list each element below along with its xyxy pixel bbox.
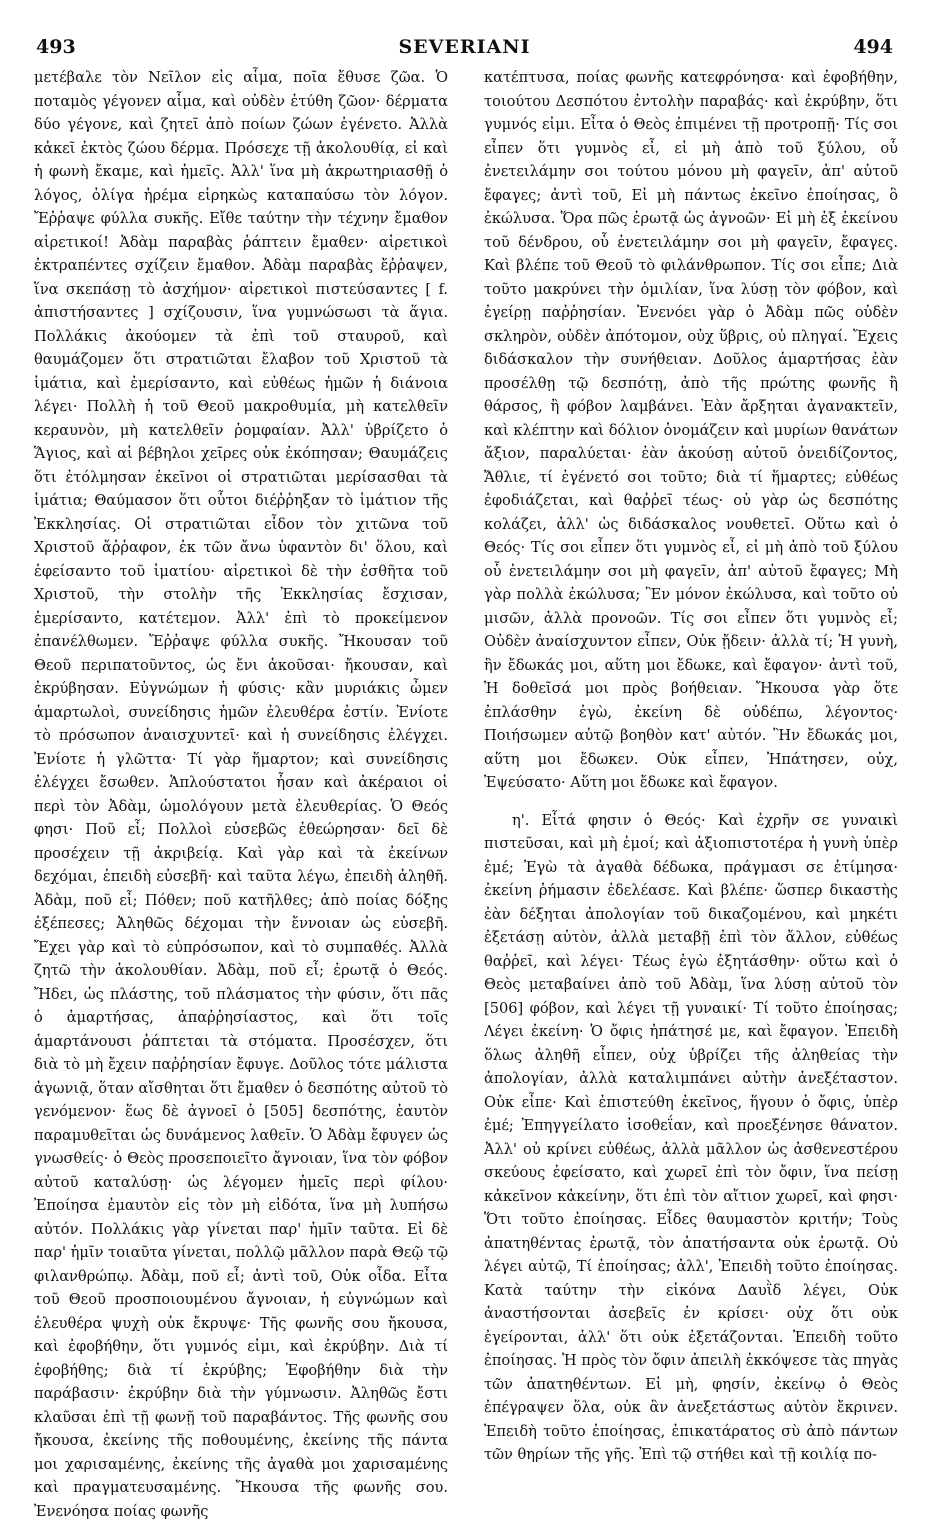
right-column [484, 66, 898, 1526]
right-column-paragraph-2: η'. Εἶτά φησιν ὁ Θεός· Καὶ ἐχρῆν σε γυναικὶ πιστεῦσαι, καὶ μὴ ἐμοί; καὶ ἀξιοπιστοτέρα ἡ γυνὴ ὑπὲρ ἐμέ; Ἐγὼ τὰ ἀγαθὰ δέδωκα, πράγμασι σε ἐτίμησα· ἐκείνη ῥήμασιν ἐδελέασε. Καὶ βλέπε· ὥσπερ δικαστὴς ἐὰν δέξηται ἀπολογίαν τοῦ δικαζομένου, καὶ μηκέτι ἐξετάσῃ αὐτὸν, ἀλλὰ μεταβῇ ἐπὶ τὸν ἄλλον, εὐθέως θαῤῥεῖ, καὶ λέγει· Τέως ἐγὼ ἐξητάσθην· οὕτω καὶ ὁ Θεὸς μεταβαίνει ἀπὸ τοῦ Ἀδὰμ, ἵνα λύσῃ αὐτοῦ τὸν [506] φόβον, καὶ λέγει τῇ γυναικί· Τί τοῦτο ἐποίησας; Λέγει ἐκείνη· Ὁ ὄφις ἠπάτησέ με, καὶ ἔφαγον. Ἐπειδὴ ὅλως ἀληθῆ εἶπεν, οὐχ ὑβρίζει τῆς ἀληθείας τὴν ἀπολογίαν, ἀλλὰ καταλιμπάνει αὐτὴν ἀνεξέταστον. Οὐκ εἶπε· Καὶ ἐπιστεύθη ἐκεῖνος, ἥγουν ὁ ὄφις, ὑπὲρ ἐμέ; Ἐπηγγείλατο ἰσοθεΐαν, καὶ προεξένησε θάνατον. Ἀλλ' οὐ κρίνει εὐθέως, ἀλλὰ μᾶλλον ὡς ἀσθενεστέρου σκεύους ἐφείσατο, καὶ χωρεῖ ἐπὶ τὸν ὄφιν, ἵνα πείσῃ κἀκεῖνον κἀκείνην, ὅτι ἐπὶ τὸν αἴτιον χωρεῖ, καὶ φησι· Ὅτι τοῦτο ἐποίησας. Εἶδες θαυμαστὸν κριτήν; Τοὺς ἀπατηθέντας ἐρωτᾷ, τὸν ἀπατήσαντα οὐκ ἐρωτᾷ. Οὐ λέγει αὐτῷ, Τί ἐποίησας; ἀλλ', Ἐπειδὴ τοῦτο ἐποίησας. Κατὰ ταύτην τὴν εἰκόνα Δαυῒδ λέγει, Οὐκ ἀναστήσονται ἀσεβεῖς ἐν κρίσει· οὐχ ὅτι οὐκ ἐγείρονται, ἀλλ' ὅτι οὐκ ἐξετάζονται. Ἐπειδὴ τοῦτο ἐποίησας. Ἡ πρὸς τὸν ὄφιν ἀπειλὴ ἐκκόψεσε τὰς πηγὰς τῶν ἀπατηθέντων. Εἰ μὴ, φησίν, ἐκείνῳ ὁ Θεὸς ἐπέγραψεν ὅλα, οὐκ ἂν ἀνεξετάστως αὐτὸν ἔκρινεν. Ἐπειδὴ τοῦτο ἐποίησας, ἐπικατάρατος σὺ ἀπὸ πάντων τῶν θηρίων τῆς γῆς. Ἐπὶ τῷ στήθει καὶ τῇ κοιλίᾳ πο- [484, 811, 898, 1463]
page-number-left: 493 [36, 36, 76, 58]
page-number-right: 494 [853, 36, 893, 58]
left-column [34, 66, 448, 1526]
running-head: SEVERIANI [398, 36, 531, 58]
left-column-text: μετέβαλε τὸν Νεῖλον εἰς αἷμα, ποῖα ἔθυσε ζῶα. Ὁ ποταμὸς γέγονεν αἷμα, καὶ οὐδὲν ἐτύθη ζῶον· δέρματα δύο γέγονε, καὶ ζητεῖ ἀπὸ ποίων ζώων ἐγένετο. Ἀλλὰ κἀκεῖ ἐκτὸς ζώου δέρμα. Πρόσεχε τῇ ἀκολουθίᾳ, εἰ καὶ ἡ φωνὴ ἔκαμε, καὶ ἡμεῖς. Ἀλλ' ἵνα μὴ ἀκρωτηριασθῇ ὁ λόγος, ὀλίγα ἠρέμα εἰρηκὼς καταπαύσω τὸν λόγον. Ἔῤῥαψε φύλλα συκῆς. Εἴθε ταύτην τὴν τέχνην ἔμαθον αἱρετικοί! Ἀδὰμ παραβὰς ῥάπτειν ἔμαθεν· αἱρετικοὶ ἐκτραπέντες σχίζειν ἔμαθον. Ἀδὰμ παραβὰς ἔῤῥαψεν, ἵνα σκεπάσῃ τὸ ἀσχήμον· αἱρετικοὶ πιστεύσαντες [ f. ἀπιστήσαντες ] σχίζουσιν, ἵνα γυμνώσωσι τὰ ἅγια. Πολλάκις ἀκούομεν τὰ ἐπὶ τοῦ σταυροῦ, καὶ θαυμάζομεν ὅτι στρατιῶται ἔλαβον τοῦ Χριστοῦ τὰ ἱμάτια, καὶ ἐμερίσαντο, καὶ εὐθέως ἡμῶν ἡ διάνοια λέγει· Πολλὴ ἡ τοῦ Θεοῦ μακροθυμία, μὴ κατελθεῖν κεραυνὸν, μὴ κατελθεῖν ῥομφαίαν. Ἀλλ' ὑβρίζετο ὁ Ἅγιος, καὶ αἱ βέβηλοι χεῖρες οὐκ ἐκόπησαν; Θαυμάζεις ὅτι ἐτόλμησαν ἐκεῖνοι οἱ στρατιῶται μερίσασθαι τὰ ἱμάτια; Θαύμασον ὅτι οὗτοι διέῤῥηξαν τὸ ἱμάτιον τῆς Ἐκκλησίας. Οἱ στρατιῶται εἶδον τὸν χιτῶνα τοῦ Χριστοῦ ἄῤῥαφον, ἐκ τῶν ἄνω ὑφαντὸν δι' ὅλου, καὶ ἐφείσαντο τοῦ ἱματίου· αἱρετικοὶ δὲ τὴν ἐσθῆτα τοῦ Χριστοῦ, τὴν στολὴν τῆς Ἐκκλησίας ἔσχισαν, ἐμερίσαντο, κατέτεμον. Ἀλλ' ἐπὶ τὸ προκείμενον ἐπανέλθωμεν. Ἔῤῥαψε φύλλα συκῆς. Ἤκουσαν τοῦ Θεοῦ περιπατοῦντος, ὡς ἔνι ἀκοῦσαι· ἤκουσαν, καὶ ἐκρύβησαν. Εὐγνώμων ἡ φύσις· κἂν μυριάκις ὦμεν ἁμαρτωλοὶ, συνείδησις ἡμῶν ἐλευθέρα ἐστίν. Ἐνίοτε τὸ πρόσωπον ἀναισχυντεῖ· καὶ ἡ συνείδησις ἐλέγχει. Ἐνίοτε ἡ γλῶττα· Τί γὰρ ἥμαρτον; καὶ συνείδησις ἐλέγχει ἔσωθεν. Ἁπλούστατοι ἦσαν καὶ ἀκέραιοι οἱ περὶ τὸν Ἀδὰμ, ὡμολόγουν μετὰ ἐλευθερίας. Ὁ Θεός φησι· Ποῦ εἶ; Πολλοὶ εὐσεβῶς ἐθεώρησαν· δεῖ δὲ προσέχειν τῇ ἀκριβείᾳ. Καὶ γὰρ καὶ τὰ ἐκείνων δεχόμαι, ἐπειδὴ εὐσεβῆ· καὶ ταῦτα λέγω, ἐπειδὴ ἀληθῆ. Ἀδὰμ, ποῦ εἶ; Πόθεν; ποῦ κατῆλθες; ἀπὸ ποίας δόξης ἐξέπεσες; Ἀληθῶς δέχομαι τὴν ἔννοιαν ὡς εὐσεβῆ. Ἔχει γὰρ καὶ τὸ εὐπρόσωπον, καὶ τὸ συμπαθές. Ἀλλὰ ζητῶ τὴν ἀκολουθίαν. Ἀδὰμ, ποῦ εἶ; ἐρωτᾷ ὁ Θεός. Ἤδει, ὡς πλάστης, τοῦ πλάσματος τὴν φύσιν, ὅτι πᾶς ὁ ἁμαρτήσας, ἀπαῤῥησίαστος, καὶ ὅτι τοῖς ἁμαρτάνουσι ῥάπτεται τὰ στόματα. Προσέσχεν, ὅτι διὰ τὸ μὴ ἔχειν παῤῥησίαν ἔφυγε. Δοῦλος τότε μάλιστα ἀγωνιᾷ, ὅταν αἴσθηται ὅτι ἔμαθεν ὁ δεσπότης αὐτοῦ τὸ γενόμενον· ἕως δὲ ἀγνοεῖ ὁ [505] δεσπότης, ἑαυτὸν παραμυθεῖται ὡς δυνάμενος λαθεῖν. Ὁ Ἀδὰμ ἔφυγεν ὡς γνωσθείς· ὁ Θεὸς προσεποιεῖτο ἄγνοιαν, ἵνα τὸν φόβον αὐτοῦ καταλύσῃ· ὡς λέγομεν ἡμεῖς περὶ φίλου· Ἐποίησα ἐμαυτὸν εἰς τὸν μὴ εἰδότα, ἵνα μὴ λυπήσω αὐτόν. Πολλάκις γὰρ γίνεται παρ' ἡμῖν ταῦτα. Εἰ δὲ παρ' ἡμῖν τοιαῦτα γίνεται, πολλῷ μᾶλλον παρὰ Θεῷ τῷ φιλανθρώπῳ. Ἀδὰμ, ποῦ εἶ; ἀντὶ τοῦ, Οὐκ οἶδα. Εἶτα τοῦ Θεοῦ προσποιουμένου ἄγνοιαν, ἡ εὐγνώμων καὶ ἐλευθέρα ψυχὴ οὐκ ἔκρυψε· Τῆς φωνῆς σου ἤκουσα, καὶ ἐφοβήθην, ὅτι γυμνός εἰμι, καὶ ἐκρύβην. Διὰ τί ἐφοβήθης; διὰ τί ἐκρύβης; Ἐφοβήθην διὰ τὴν παράβασιν· ἐκρύβην διὰ τὴν γύμνωσιν. Ἀληθῶς ἔστι κλαῦσαι ἐπὶ τῇ φωνῇ τοῦ παραβάντος. Τῆς φωνῆς σου ἤκουσα, ἐκείνης τῆς ποθουμένης, ἐκείνης τῆς πάντα μοι χαρισαμένης, ἐκείνης τῆς ἀγαθὰ μοι χαρισαμένης καὶ πραγματευσαμένης. Ἤκουσα τῆς φωνῆς σου. Ἐνενόησα ποίας φωνῆς [34, 69, 448, 1520]
right-column-paragraph-1: κατέπτυσα, ποίας φωνῆς κατεφρόνησα· καὶ ἐφοβήθην, τοιούτου Δεσπότου ἐντολὴν παραβάς· καὶ ἐκρύβην, ὅτι γυμνός εἰμι. Εἶτα ὁ Θεὸς ἐπιμένει τῇ προτροπῇ· Τίς σοι εἶπεν ὅτι γυμνὸς εἶ, εἰ μὴ ἀπὸ τοῦ ξύλου, οὗ ἐνετειλάμην σοι τούτου μόνου μὴ φαγεῖν, ἀπ' αὐτοῦ ἔφαγες; ἀντὶ τοῦ, Εἰ μὴ πάντως ἐκεῖνο ἐποίησας, ὃ ἐκώλυσα. Ὅρα πῶς ἐρωτᾷ ὡς ἀγνοῶν· Εἰ μὴ ἐξ ἐκείνου τοῦ δένδρου, οὗ ἐνετειλάμην σοι μὴ φαγεῖν, ἔφαγες. Καὶ βλέπε τοῦ Θεοῦ τὸ φιλάνθρωπον. Τίς σοι εἶπε; Διὰ τοῦτο μακρύνει τὴν ὁμιλίαν, ἵνα λύσῃ τὸν φόβον, καὶ ἐγείρῃ παῤῥησίαν. Ἐνενόει γὰρ ὁ Ἀδὰμ πῶς οὐδὲν σκληρὸν, οὐδὲν ἀπότομον, οὐχ ὕβρις, οὐ πληγαί. Ἔχεις διδάσκαλον τὴν συνήθειαν. Δοῦλος ἁμαρτήσας ἐὰν προσέλθῃ τῷ δεσπότῃ, ἀπὸ τῆς πρώτης φωνῆς ἢ θάρσος, ἢ φόβον λαμβάνει. Ἐὰν ἄρξηται ἀγανακτεῖν, καὶ κλέπτην καὶ δόλιον ὀνομάζειν καὶ μυρίων θανάτων ἄξιον, παραλύεται· ἐὰν ἀκούσῃ αὐτοῦ ὀνειδίζοντος, Ἄθλιε, τί ἐγένετό σοι τοῦτο; διὰ τί ἥμαρτες; εὐθέως ἐφοδιάζεται, καὶ θαῤῥεῖ τέως· οὐ γὰρ ὡς δεσπότης κολάζει, ἀλλ' ὡς διδάσκαλος νουθετεῖ. Οὕτω καὶ ὁ Θεός· Τίς σοι εἶπεν ὅτι γυμνὸς εἶ, εἰ μὴ ἀπὸ τοῦ ξύλου οὗ ἐνετειλάμην σοι μὴ φαγεῖν, ἀπ' αὐτοῦ ἔφαγες; Μὴ γὰρ πολλὰ ἐκώλυσα; Ἓν μόνον ἐκώλυσα, καὶ τοῦτο οὐ μισῶν, ἀλλὰ προνοῶν. Τίς σοι εἶπεν ὅτι γυμνὸς εἶ; Οὐδὲν ἀναίσχυντον εἶπεν, Οὐκ ᾔδειν· ἀλλὰ τί; Ἡ γυνὴ, ἣν ἔδωκάς μοι, αὕτη μοι ἔδωκε, καὶ ἔφαγον· ἀντὶ τοῦ, Ἡ δοθεῖσά μοι πρὸς βοήθειαν. Ἤκουσα γὰρ ὅτε ἐπλάσθην ἐγὼ, ἐκείνη δὲ οὐδέπω, λέγοντος· Ποιήσωμεν αὐτῷ βοηθὸν κατ' αὐτόν. Ἣν ἔδωκάς μοι, αὕτη μοι ἔδωκεν. Οὐκ εἶπεν, Ἠπάτησεν, οὐχ, Ἐψεύσατο· Αὕτη μοι ἔδωκε καὶ ἔφαγον. [484, 69, 898, 791]
page-header [34, 36, 895, 62]
